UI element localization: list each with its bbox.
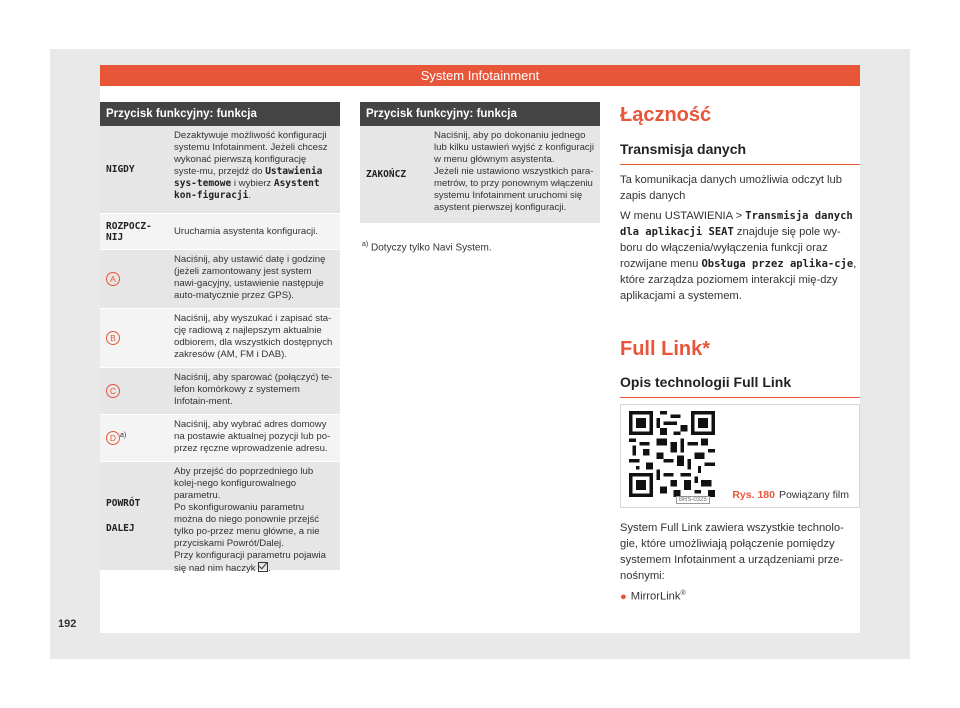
row-description (170, 126, 340, 213)
section-title: Łączność (620, 104, 712, 126)
menu-ref: Asystent kon-figuracji (174, 178, 320, 201)
button-a-icon: A (106, 272, 120, 286)
row-description: Naciśnij, aby wybrać adres domowy na postawie aktualnej pozycji lub po-przez ręczne wprowadzenie adresu. (174, 419, 331, 454)
table-row (100, 462, 340, 574)
text-line: Po skonfigurowaniu parametru można do niego ponownie przejść tylko po-przez menu główne, a nie przyciskami Powrót/Dalej. (174, 502, 320, 549)
section-title: Full Link* (620, 338, 710, 360)
table-row (100, 250, 340, 309)
table-row (100, 368, 340, 415)
list-item-text: MirrorLink (630, 590, 681, 603)
row-description (430, 126, 600, 223)
qr-code-icon[interactable] (629, 411, 715, 497)
registered-mark: ® (680, 590, 686, 597)
text-line: Jeżeli nie ustawiono wszystkich para-metrów, to przy ponownym włączeniu systemu Infotainment uruchomi się asystent pierwszej konfiguracji. (434, 166, 594, 213)
figure-code: BRS-0325 (676, 496, 710, 504)
caption-text: Powiązany film (778, 489, 849, 501)
paragraph: Ta komunikacja danych umożliwia odczyt lub zapis danych (620, 174, 842, 202)
text-line: Naciśnij, aby po dokonaniu jednego lub kilku ustawień wyjść z konfiguracji w menu głównym asystenta. (434, 130, 594, 165)
text: . (248, 190, 252, 201)
key-powrot-dalej (100, 462, 170, 570)
row-description: Naciśnij, aby sparować (połączyć) te-lefon komórkowy z systemem Infotain-ment. (174, 372, 333, 407)
key-powrot: POWRÓT (106, 498, 141, 509)
row-description: Uruchamia asystenta konfiguracji. (174, 225, 318, 237)
row-description: Naciśnij, aby ustawić datę i godzinę (jeżeli zamontowany jest system nawi-gacyjny, ustawienie następuje auto-matycznie przez GPS). (174, 254, 326, 301)
page-number: 192 (58, 618, 77, 630)
text-line: Przy konfiguracji parametru pojawia się nad nim haczyk (174, 550, 326, 574)
paragraph: System Full Link zawiera wszystkie technolo-gie, które umożliwiają połączenie pomiędzy systemem Infotainment a urządzeniami prze-nośnymi: (620, 522, 844, 582)
row-description: Naciśnij, aby wyszukać i zapisać sta-cję radiową z najlepszym aktualnie odbiorem, dla wszystkich dostępnych zakresów (AM, FM i DAB). (174, 313, 333, 360)
table-row (100, 214, 340, 250)
subsection-header (620, 374, 860, 398)
menu-ref: Obsługa przez aplika-cje (701, 258, 854, 270)
menu-ref: Transmisja danych dla aplikacji SEAT (620, 210, 853, 238)
checkmark-icon (258, 562, 268, 572)
key-zakoncz: ZAKOŃCZ (366, 169, 407, 180)
text: , które zarządza poziomem interakcji mię-dzy aplikacjami a systemem. (620, 258, 857, 302)
key-rozpocznij: ROZPOCZ-NIJ (106, 220, 152, 243)
function-table-left (100, 102, 340, 574)
text: i wybierz (231, 178, 274, 189)
figure-caption (732, 489, 849, 501)
footnote-text: Dotyczy tylko Navi System. (371, 242, 492, 254)
subsection-header (620, 141, 860, 165)
table-row (100, 309, 340, 368)
figure-video[interactable] (620, 404, 860, 508)
chapter-header: System Infotainment (100, 65, 860, 86)
button-b-icon: B (106, 331, 120, 345)
table-row (100, 126, 340, 214)
text-line: Aby przejść do poprzedniego lub kolej-nego konfigurowalnego parametru. (174, 466, 314, 501)
table-row (100, 415, 340, 462)
key-c (100, 368, 170, 414)
section-connectivity-title-block (620, 104, 860, 127)
list-item (620, 586, 860, 605)
menu-ref: Ustawienia sys-temowe (174, 166, 323, 189)
text: Dezaktywuje możliwość konfiguracji systemu Infotainment. Jeżeli chcesz wykonać pierwszą konfigurację syste-mu, przejdź do (174, 130, 328, 177)
key-dalej: DALEJ (106, 523, 135, 534)
button-c-icon: C (106, 384, 120, 398)
button-d-icon: D (106, 431, 120, 445)
key-b (100, 309, 170, 367)
row-description: Aby przejść do poprzedniego lub kolej-nego konfigurowalnego parametru. Po skonfigurowaniu parametru można do niego ponownie przejść tylko po-przez menu główne, a nie przyciskami Powrót/Dalej. Przy konfiguracji parametru pojawia się nad nim haczyk . (170, 462, 340, 570)
table-header: Przycisk funkcyjny: funkcja (100, 102, 340, 126)
key-d (100, 415, 170, 461)
figure-number: Rys. 180 (732, 489, 775, 501)
paragraph (620, 208, 860, 304)
subsection-title: Transmisja danych (620, 141, 860, 165)
subsection-title: Opis technologii Full Link (620, 374, 860, 398)
bullet-icon: ● (620, 590, 627, 603)
table-row (360, 126, 600, 224)
footnote-mark: a) (362, 241, 369, 248)
function-table-right (360, 102, 600, 224)
key-nigdy: NIGDY (106, 164, 135, 175)
text: znajduje się pole wy-boru do włączenia/wyłączenia funkcji oraz rozwijane menu (620, 226, 841, 270)
footnote (362, 241, 492, 253)
text: W menu USTAWIENIA > (620, 210, 746, 222)
section-fulllink-title-block (620, 338, 860, 361)
table-header: Przycisk funkcyjny: funkcja (360, 102, 600, 126)
key-a (100, 250, 170, 308)
footnote-ref: a) (120, 431, 127, 439)
